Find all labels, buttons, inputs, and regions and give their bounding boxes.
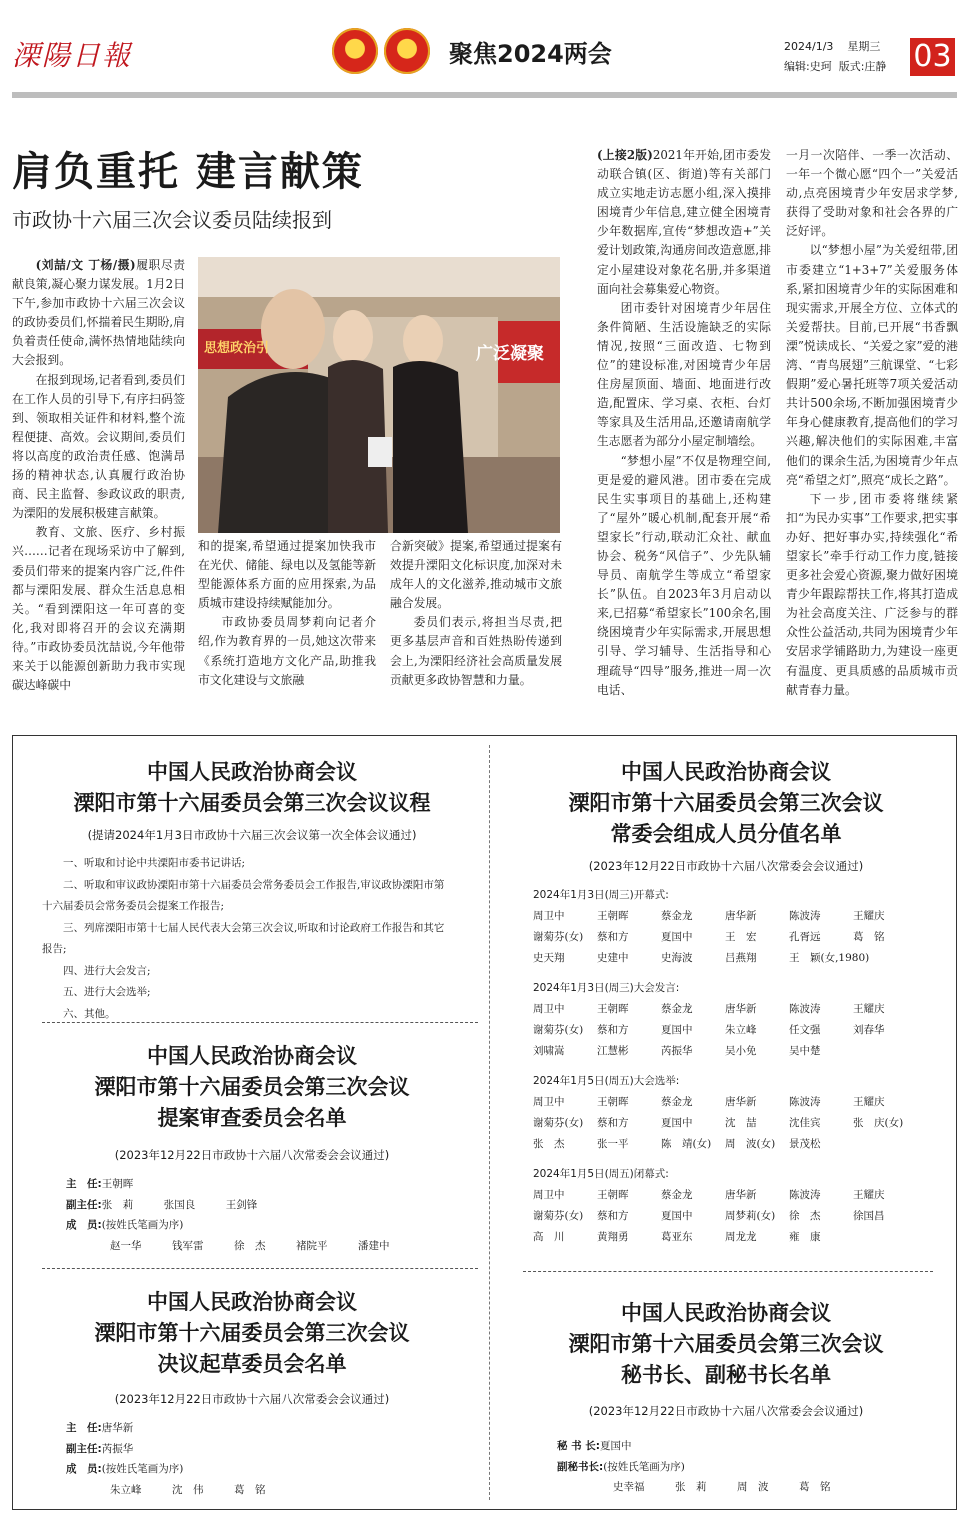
agenda-subtitle: (提请2024年1月3日市政协十六届三次会议第一次全体会议通过) <box>87 828 417 842</box>
article-paragraph: 在报到现场,记者看到,委员们在工作人员的引导下,有序扫码签到、领取相关证件和材料,整个流程便捷、高效。会议期间,委员们将以高度的政治责任感、饱满昂扬的精神状态,认真履行政治协商、民主监督、参政议政的职责,为溧阳的发展积极建言献策。 <box>12 372 185 521</box>
roster-row <box>533 1041 943 1062</box>
roster-section-heading: 2024年1月5日(周五)闭幕式: <box>533 1168 669 1180</box>
roster-name: 孔胥远 <box>789 931 821 943</box>
article-column-4 <box>597 146 771 700</box>
article-paragraph: 市政协委员周梦莉向记者介绍,作为教育界的一员,她这次带来《系统打造地方文化产品,助推我市文化建设与文旅融 <box>198 615 376 687</box>
roster-name: 唐华新 <box>725 1003 757 1015</box>
roster-name: 张一平 <box>597 1138 629 1150</box>
roster-name: 陈波涛 <box>789 1003 821 1015</box>
section-divider <box>42 1022 478 1023</box>
agenda-item: 五、进行大会选举; <box>63 986 151 998</box>
section-title: 聚焦2024两会 <box>449 40 612 68</box>
roster-name: 景茂松 <box>789 1138 821 1150</box>
deputy-label-row: 副秘书长:(按姓氏笔画为序) <box>557 1460 685 1473</box>
members-label-row: 成 员:(按姓氏笔画为序) <box>66 1219 184 1231</box>
roster-name: 刘春华 <box>853 1024 885 1036</box>
roster-name: 王耀庆 <box>853 910 885 922</box>
roster-name: 蔡金龙 <box>661 1096 693 1108</box>
roster-name: 陈波涛 <box>789 910 821 922</box>
roster-row <box>533 1227 943 1248</box>
proposal-committee-list <box>66 1174 466 1256</box>
roster-name: 王 宏 <box>725 931 757 943</box>
article-paragraph: 和的提案,希望通过提案加快我市在光伏、储能、绿电以及氢能等新型能源体系方面的应用探索,为品质城市建设持续赋能加分。 <box>198 539 376 611</box>
article-paragraph: 以“梦想小屋”为关爱纽带,团市委建立“1+3+7”关爱服务体系,紧扣困境青少年的实际困难和现实需求,开展全方位、立体式的关爱帮扶。目前,已开展“书香飘溧”悦读成长、“关爱之家”爱的港湾、“青鸟展翅”三航课堂、“七彩假期”爱心暑托班等7项关爱活动共计500余场,不断加强困境青少年身心健康教育,提高他们的学习兴趣,解决他们的实际困难,丰富他们的课余生活,为困境青少年点亮“希望之灯”,照亮“成长之路”。 <box>786 243 958 487</box>
roster-name: 夏国中 <box>661 1210 693 1222</box>
roster-name: 刘啸嵩 <box>533 1045 565 1057</box>
article-column-3 <box>390 537 562 690</box>
roster-row <box>533 1020 943 1041</box>
roster-name: 周卫中 <box>533 1003 565 1015</box>
roster-name: 周 波(女) <box>725 1138 776 1150</box>
roster-name: 谢菊芬(女) <box>533 931 584 943</box>
roster-name: 周卫中 <box>533 1189 565 1201</box>
weekday-text: 星期三 <box>847 40 881 53</box>
roster-section-heading: 2024年1月3日(周三)大会发言: <box>533 982 680 994</box>
roster-section-heading: 2024年1月5日(周五)大会选举: <box>533 1075 680 1087</box>
roster-name: 唐华新 <box>725 1096 757 1108</box>
article-paragraph: (刘喆/文 丁杨/摄)履职尽责献良策,凝心聚力谋发展。1月2日下午,参加市政协十六届三次会议的政协委员们,怀揣着民生期盼,肩负着责任使命,满怀热情地陆续向大会报到。 <box>12 258 185 368</box>
roster-name: 夏国中 <box>661 931 693 943</box>
article-paragraph: 合新突破》提案,希望通过提案有效提升溧阳文化标识度,加深对未成年人的文化滋养,推动城市文旅融合发展。 <box>390 539 562 611</box>
national-emblem-icon <box>332 28 378 74</box>
roster-row <box>533 1113 943 1134</box>
photo-illustration <box>198 257 560 533</box>
issue-date <box>784 38 880 54</box>
resolution-committee-subtitle: (2023年12月22日市政协十六届八次常委会会议通过) <box>114 1392 390 1406</box>
page-header <box>12 18 957 106</box>
roster-name: 王耀庆 <box>853 1096 885 1108</box>
roster-name: 周卫中 <box>533 910 565 922</box>
article-paragraph: (上接2版)2021年开始,团市委发动联合镇(区、街道)等有关部门成立实地走访志愿小组,深入摸排困境青少年信息,建立健全困境青少年数据库,宣传“梦想改造+”关爱计划政策,沟通房间改造意愿,排定小屋建设对象花名册,并多渠道面向社会募集爱心物资。 <box>597 148 771 296</box>
article-paragraph: 团市委针对困境青少年居住条件简陋、生活设施缺乏的实际情况,按照“三面改造、七物到位”的建设标准,对困境青少年居住房屋顶面、墙面、地面进行改造,配置床、学习桌、衣柜、台灯等家具及生活用品,还邀请南航学生志愿者为部分小屋定制墙绘。 <box>597 300 771 449</box>
section-divider <box>42 1268 478 1269</box>
roster-row <box>533 948 943 969</box>
roster-name: 张 杰 <box>533 1138 565 1150</box>
director-row: 主 任:唐华新 <box>66 1422 134 1434</box>
article-column-2 <box>198 537 376 690</box>
section-divider <box>523 1271 933 1272</box>
roster-name: 周龙龙 <box>725 1231 757 1243</box>
agenda-item: 一、听取和讨论中共溧阳市委书记讲话; <box>63 857 246 869</box>
article-column-5 <box>786 146 958 700</box>
roster-name: 周卫中 <box>533 1096 565 1108</box>
resolution-committee-list <box>66 1418 466 1500</box>
article-paragraph: 教育、文旅、医疗、乡村振兴……记者在现场采访中了解到,委员们带来的提案内容广泛,件件都与溧阳发展、群众生活息息相关。“看到溧阳这一年可喜的变化,我对即将召开的会议充满期待。”市政协委员沈喆说,今年他带来关于以能源创新助力我市实现碳达峰碳中 <box>12 525 185 693</box>
agenda-item: 六、其他。 <box>63 1007 116 1020</box>
roster-row <box>533 999 943 1020</box>
article-headline: 肩负重托 建言献策 <box>12 149 364 195</box>
roster-section-heading: 2024年1月3日(周三)开幕式: <box>533 889 669 901</box>
article-subheadline: 市政协十六届三次会议委员陆续报到 <box>12 208 332 232</box>
roster-name: 谢菊芬(女) <box>533 1210 584 1222</box>
roster-name: 蔡和方 <box>597 1117 629 1129</box>
roster-name: 吴小免 <box>725 1045 757 1057</box>
roster-name: 夏国中 <box>661 1024 693 1036</box>
roster-name: 夏国中 <box>661 1117 693 1129</box>
roster-name: 蔡金龙 <box>661 1003 693 1015</box>
roster-name: 蔡和方 <box>597 1210 629 1222</box>
roster-name: 朱立峰 <box>725 1024 757 1036</box>
roster-name: 蔡金龙 <box>661 1189 693 1201</box>
newspaper-logo: 溧陽日報 <box>12 39 133 72</box>
roster-row <box>533 927 943 948</box>
roster-name: 王朝晖 <box>597 1003 629 1015</box>
date-text: 2024/1/3 <box>784 40 834 53</box>
roster-name: 吕燕翔 <box>725 952 757 964</box>
proposal-committee-title: 中国人民政治协商会议 溧阳市第十六届委员会第三次会议 提案审查委员会名单 <box>94 1044 410 1130</box>
roster-name: 谢菊芬(女) <box>533 1117 584 1129</box>
roster-row <box>533 1206 943 1227</box>
roster-name: 谢菊芬(女) <box>533 1024 584 1036</box>
roster-name: 史建中 <box>597 952 629 964</box>
secretary-general-row: 秘 书 长:夏国中 <box>557 1440 632 1452</box>
roster-name: 蔡和方 <box>597 1024 629 1036</box>
roster-name: 唐华新 <box>725 1189 757 1201</box>
roster-name: 芮振华 <box>661 1045 693 1057</box>
roster-name: 唐华新 <box>725 910 757 922</box>
page-number-badge: 03 <box>910 38 955 76</box>
article-paragraph: 一月一次陪伴、一季一次活动、一年一个微心愿“四个一”关爱活动,点亮困境青少年安居求学梦,获得了受助对象和社会各界的广泛好评。 <box>786 148 958 239</box>
article-paragraph: 下一步,团市委将继续紧扣“为民办实事”工作要求,把实事办好、把好事办实,持续强化“希望家长”牵手行动工作力度,链接更多社会爱心资源,聚力做好困境青少年跟踪帮扶工作,将其打造成为社会高度关注、广泛参与的群众性公益活动,共同为困境青少年安居求学铺路助力,为建设一座更有温度、更具质感的品质城市贡献青春力量。 <box>786 491 958 697</box>
roster-name: 徐 杰 <box>789 1210 821 1222</box>
roster-row <box>533 1092 943 1113</box>
roster-name: 陈波涛 <box>789 1096 821 1108</box>
agenda-item: 四、进行大会发言; <box>63 964 151 977</box>
deputy-row: 史幸福 张 莉 周 波 葛 铭 <box>613 1481 831 1493</box>
roster-name: 陈 靖(女) <box>661 1138 712 1150</box>
continued-from-label: (上接2版) <box>597 148 653 162</box>
roster-name: 王 颖(女,1980) <box>789 952 870 964</box>
members-label-row: 成 员:(按姓氏笔画为序) <box>66 1463 184 1475</box>
cppcc-emblem-icon <box>384 28 430 74</box>
roster-name: 任文强 <box>789 1024 821 1036</box>
header-divider <box>12 92 957 98</box>
roster-name: 蔡和方 <box>597 931 629 943</box>
roster-name: 江慧彬 <box>597 1045 629 1057</box>
duty-roster-subtitle: (2023年12月22日市政协十六届八次常委会会议通过) <box>588 859 864 873</box>
roster-name: 周梦莉(女) <box>725 1210 776 1222</box>
deputy-row: 副主任:张 莉 张国良 王剑锋 <box>66 1198 258 1211</box>
roster-name: 史海波 <box>661 952 693 964</box>
article-paragraph: “梦想小屋”不仅是物理空间,更是爱的避风港。团市委在完成民生实事项目的基础上,还构建了“屋外”暖心机制,配套开展“希望家长”行动,联动汇众社、献血协会、税务“风信子”、少先队辅导员、南航学生等成立“希望家长”队伍。自2023年3月启动以来,已招募“希望家长”100余名,围绕困境青少年实际需求,开展思想引导、学习辅导、生活指导和心理疏导“四导”服务,推进一周一次电话、 <box>597 453 771 697</box>
roster-name: 葛亚东 <box>661 1231 693 1243</box>
roster-name: 陈波涛 <box>789 1189 821 1201</box>
roster-name: 高 川 <box>533 1231 565 1243</box>
editor-credits <box>784 58 886 74</box>
photo-banner-left: 思想政治引 <box>204 341 270 356</box>
article-paragraph: 委员们表示,将担当尽责,把更多基层声音和百姓热盼传递到会上,为溧阳经济社会高质量发展贡献更多政协智慧和力量。 <box>390 615 562 687</box>
deputy-row: 副主任:芮振华 <box>66 1442 134 1455</box>
members-row: 赵一华 钱军雷 徐 杰 褚院平 潘建中 <box>110 1239 390 1252</box>
roster-row <box>533 906 943 927</box>
director-row: 主 任:王朝晖 <box>66 1178 134 1190</box>
proposal-committee-subtitle: (2023年12月22日市政协十六届八次常委会会议通过) <box>114 1148 390 1162</box>
roster-name: 沈 喆 <box>725 1117 757 1129</box>
roster-name: 黄翔勇 <box>597 1231 629 1243</box>
resolution-committee-title: 中国人民政治协商会议 溧阳市第十六届委员会第三次会议 决议起草委员会名单 <box>94 1290 410 1376</box>
secretary-list <box>557 1436 947 1498</box>
secretary-list-subtitle: (2023年12月22日市政协十六届八次常委会会议通过) <box>588 1404 864 1418</box>
roster-name: 王朝晖 <box>597 1189 629 1201</box>
roster-name: 蔡金龙 <box>661 910 693 922</box>
agenda-item: 三、列席溧阳市第十七届人民代表大会第三次会议,听取和讨论政府工作报告和其它报告; <box>42 921 445 955</box>
roster-name: 沈佳宾 <box>789 1117 821 1129</box>
duty-roster-title: 中国人民政治协商会议 溧阳市第十六届委员会第三次会议 常委会组成人员分值名单 <box>568 760 884 846</box>
article-photo <box>198 257 560 533</box>
roster-name: 王耀庆 <box>853 1003 885 1015</box>
roster-name: 王耀庆 <box>853 1189 885 1201</box>
roster-row <box>533 1185 943 1206</box>
secretary-list-title: 中国人民政治协商会议 溧阳市第十六届委员会第三次会议 秘书长、副秘书长名单 <box>568 1301 884 1387</box>
byline: (刘喆/文 丁杨/摄) <box>35 258 136 272</box>
photo-banner-right: 广泛凝聚 <box>476 344 544 364</box>
agenda-list <box>42 853 452 1025</box>
roster-name: 张 庆(女) <box>853 1117 904 1129</box>
roster-name: 吴中楚 <box>789 1045 821 1057</box>
members-row: 朱立峰 沈 伟 葛 铭 <box>110 1483 266 1496</box>
roster-name: 雍 康 <box>789 1231 821 1243</box>
notice-box-divider <box>489 745 490 1500</box>
agenda-item: 二、听取和审议政协溧阳市第十六届委员会常务委员会工作报告,审议政协溧阳市第十六届委员会常务委员会提案工作报告; <box>42 878 445 912</box>
roster-name: 王朝晖 <box>597 910 629 922</box>
agenda-title: 中国人民政治协商会议 溧阳市第十六届委员会第三次会议议程 <box>73 760 431 815</box>
roster-name: 王朝晖 <box>597 1096 629 1108</box>
editor-text: 编辑:史珂 <box>784 60 832 73</box>
article-column-1 <box>12 256 185 695</box>
roster-name: 徐国昌 <box>853 1210 885 1222</box>
duty-roster <box>533 885 943 1248</box>
roster-name: 史天翔 <box>533 952 565 964</box>
roster-row <box>533 1134 943 1155</box>
roster-name: 葛 铭 <box>853 931 885 943</box>
designer-text: 版式:庄静 <box>838 60 887 73</box>
